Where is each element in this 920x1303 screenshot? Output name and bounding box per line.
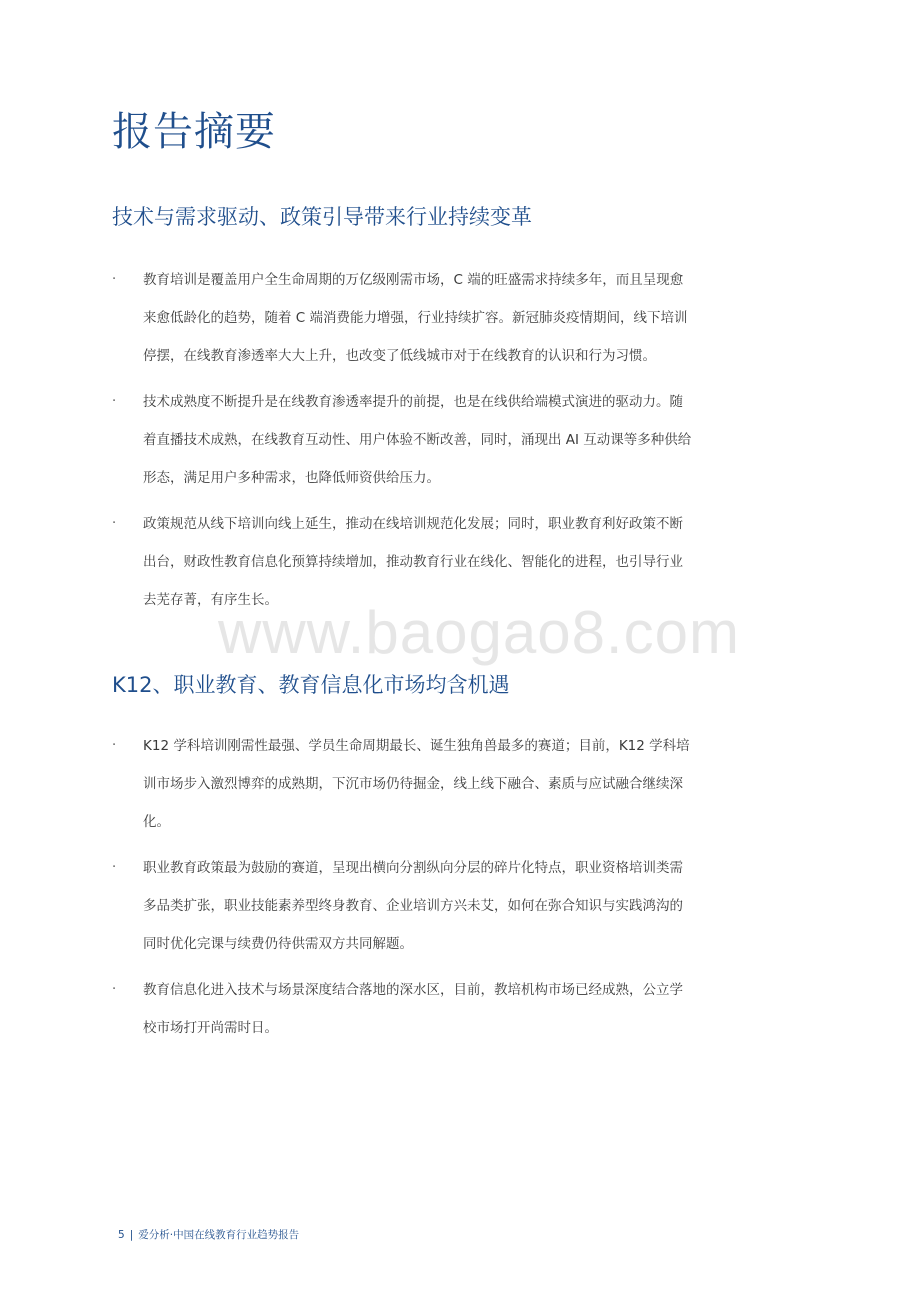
bullet-dot-icon: ·	[112, 982, 117, 997]
list-item	[112, 971, 692, 1047]
section-heading-opportunities: K12、职业教育、教育信息化市场均含机遇	[112, 673, 510, 697]
page-title: 报告摘要	[112, 109, 276, 155]
bullet-dot-icon: ·	[112, 516, 117, 531]
bullet-dot-icon: ·	[112, 272, 117, 287]
report-name: 爱分析·中国在线教育行业趋势报告	[138, 1229, 300, 1241]
list-item	[112, 849, 692, 963]
list-item	[112, 727, 692, 841]
bullet-list-drivers	[112, 261, 692, 627]
bullet-text: 技术成熟度不断提升是在线教育渗透率提升的前提，也是在线供给端模式演进的驱动力。随着直播技术成熟，在线教育互动性、用户体验不断改善，同时，涌现出 AI 互动课等多种供给形态，满足用户多种需求，也降低师资供给压力。	[143, 394, 692, 486]
watermark: www.baogao8.com	[218, 599, 740, 666]
section-heading-drivers: 技术与需求驱动、政策引导带来行业持续变革	[112, 205, 532, 229]
bullet-dot-icon: ·	[112, 394, 117, 409]
bullet-text: K12 学科培训刚需性最强、学员生命周期最长、诞生独角兽最多的赛道；目前，K12 学科培训市场步入激烈博弈的成熟期，下沉市场仍待掘金，线上线下融合、素质与应试融合继续深化。	[143, 738, 690, 830]
bullet-text: 教育培训是覆盖用户全生命周期的万亿级刚需市场，C 端的旺盛需求持续多年，而且呈现愈来愈低龄化的趋势，随着 C 端消费能力增强，行业持续扩容。新冠肺炎疫情期间，线下培训停摆，在线教育渗透率大大上升，也改变了低线城市对于在线教育的认识和行为习惯。	[143, 272, 688, 364]
bullet-dot-icon: ·	[112, 860, 117, 875]
footer-separator: |	[129, 1229, 134, 1241]
page-footer	[118, 1227, 299, 1242]
list-item	[112, 383, 692, 497]
bullet-text: 教育信息化进入技术与场景深度结合落地的深水区，目前，教培机构市场已经成熟，公立学校市场打开尚需时日。	[143, 982, 683, 1036]
bullet-text: 职业教育政策最为鼓励的赛道，呈现出横向分割纵向分层的碎片化特点，职业资格培训类需多品类扩张，职业技能素养型终身教育、企业培训方兴未艾，如何在弥合知识与实践鸿沟的同时优化完课与续费仍待供需双方共同解题。	[143, 860, 683, 952]
bullet-text: 政策规范从线下培训向线上延生，推动在线培训规范化发展；同时，职业教育利好政策不断出台，财政性教育信息化预算持续增加，推动教育行业在线化、智能化的进程，也引导行业去芜存菁，有序生长。	[143, 516, 683, 608]
bullet-list-opportunities	[112, 727, 692, 1055]
bullet-dot-icon: ·	[112, 738, 117, 753]
page-number: 5	[118, 1229, 125, 1241]
list-item	[112, 261, 692, 375]
